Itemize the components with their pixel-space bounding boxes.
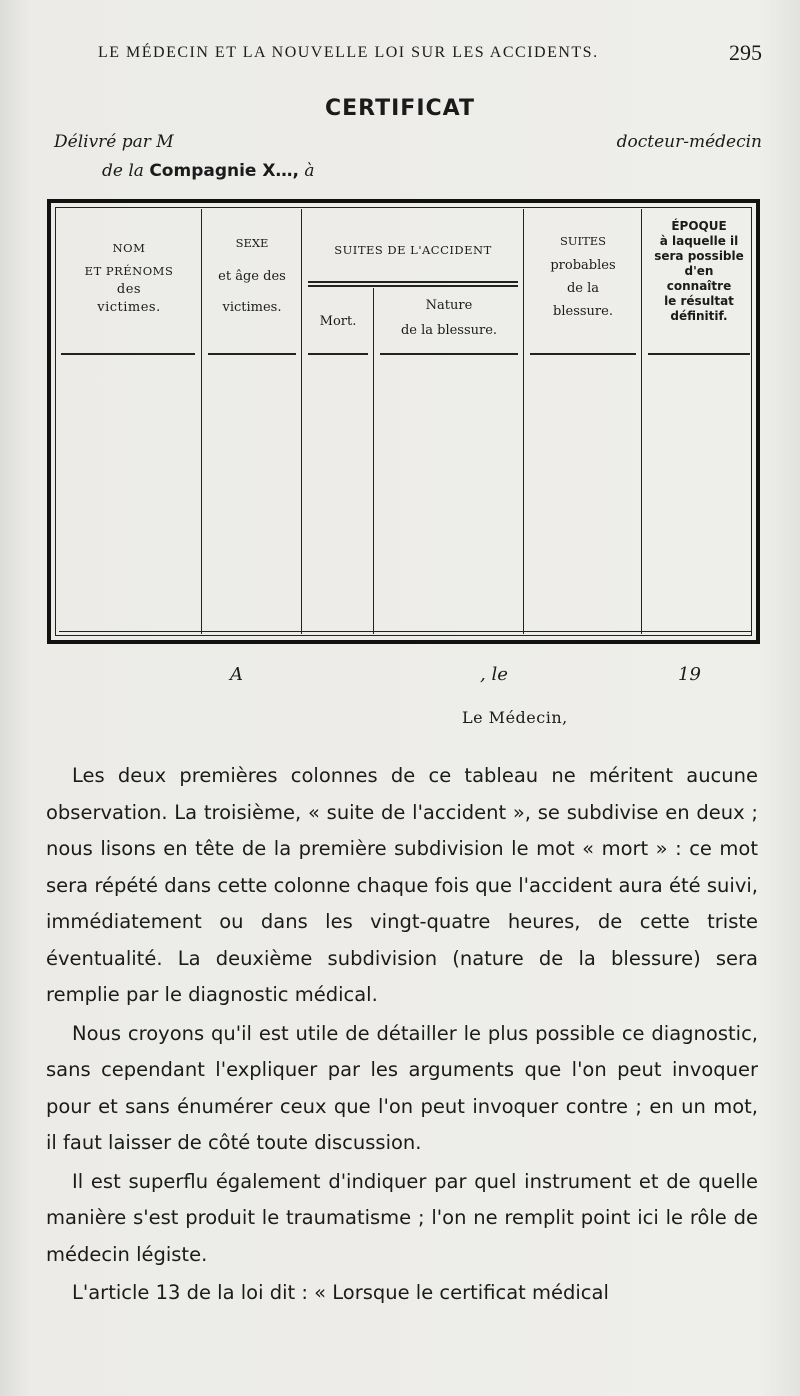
header-probable-outcome [525, 233, 641, 320]
header-line: probables [550, 258, 616, 273]
header-line: connaître [666, 279, 732, 293]
body-text [46, 758, 758, 1312]
header-line: de la [566, 281, 600, 296]
header-rule [530, 353, 636, 355]
header-line: ET PRÉNOMS [84, 264, 174, 278]
subcolumn-divider [373, 288, 374, 634]
header-line: NOM [112, 241, 146, 255]
year-label: 19 [678, 664, 701, 685]
header-rule [208, 353, 296, 355]
header-line: victimes. [222, 300, 282, 315]
company-name: Compagnie X…, [149, 161, 299, 181]
page-number: 295 [729, 40, 762, 65]
header-line: Nature [425, 298, 473, 313]
column-divider [201, 209, 202, 634]
header-rule [648, 353, 750, 355]
date-label: , le [480, 664, 508, 685]
header-period [643, 219, 755, 324]
group-rule [308, 281, 518, 283]
column-divider [301, 209, 302, 634]
header-line: SEXE [235, 236, 269, 250]
header-line: victimes. [97, 300, 161, 315]
doctor-label: docteur-médecin [616, 132, 762, 152]
column-divider [523, 209, 524, 634]
paragraph: Les deux premières colonnes de ce tableau ne méritent aucune observation. La troisième, « suite de l'accident », se subdivise en deux ; nous lisons en tête de la première subdivision le mot « mort » : ce mot sera répété dans cette colonne chaque fois que l'accident aura été suivi, immédiatement ou dans les vingt-quatre heures, de cette triste éventualité. La deuxième subdivision (nature de la blessure) sera remplie par le diagnostic médical. [46, 764, 758, 1006]
header-line: de la blessure. [400, 323, 498, 338]
header-suites-accident: SUITES DE L'ACCIDENT [334, 243, 492, 257]
header-line: à laquelle il [659, 234, 739, 248]
header-line: SUITES [559, 234, 607, 248]
group-rule [308, 285, 518, 287]
company-prefix: de la [102, 161, 144, 181]
header-name [61, 241, 197, 315]
bottom-rule [59, 631, 752, 632]
company-line [102, 161, 315, 181]
place-label: A [230, 664, 243, 685]
running-head-title: LE MÉDECIN ET LA NOUVELLE LOI SUR LES ACCIDENTS. [98, 44, 599, 61]
paragraph: Nous croyons qu'il est utile de détailler le plus possible ce diagnostic, sans cependant l'expliquer par les arguments que l'on peut invoquer pour et sans énumérer ceux que l'on peut invoquer contre ; en un mot, il faut laisser de côté toute discussion. [46, 1021, 758, 1154]
column-divider [641, 209, 642, 634]
header-rule [61, 353, 195, 355]
header-line: définitif. [670, 309, 728, 323]
header-rule [380, 353, 518, 355]
header-line: d'en [684, 264, 714, 278]
header-line: ÉPOQUE [671, 219, 727, 233]
certificate-title: CERTIFICAT [324, 96, 475, 121]
header-line: des [116, 282, 142, 297]
header-line: sera possible [654, 249, 744, 263]
signer-label: Le Médecin, [462, 708, 568, 727]
header-death: Mort. [319, 314, 357, 329]
delivered-by: Délivré par M [54, 132, 174, 152]
company-suffix: à [304, 161, 315, 181]
paragraph: L'article 13 de la loi dit : « Lorsque le certificat médical [72, 1281, 609, 1304]
header-rule [308, 353, 368, 355]
certificate-table [47, 199, 760, 644]
header-line: et âge des [218, 269, 286, 284]
header-sex-age [204, 235, 300, 316]
header-line: blessure. [553, 304, 613, 319]
header-nature-injury [375, 297, 523, 339]
paragraph: Il est superflu également d'indiquer par quel instrument et de quelle manière s'est produit le traumatisme ; l'on ne remplit point ici le rôle de médecin légiste. [46, 1169, 758, 1266]
header-line: le résultat [664, 294, 734, 308]
